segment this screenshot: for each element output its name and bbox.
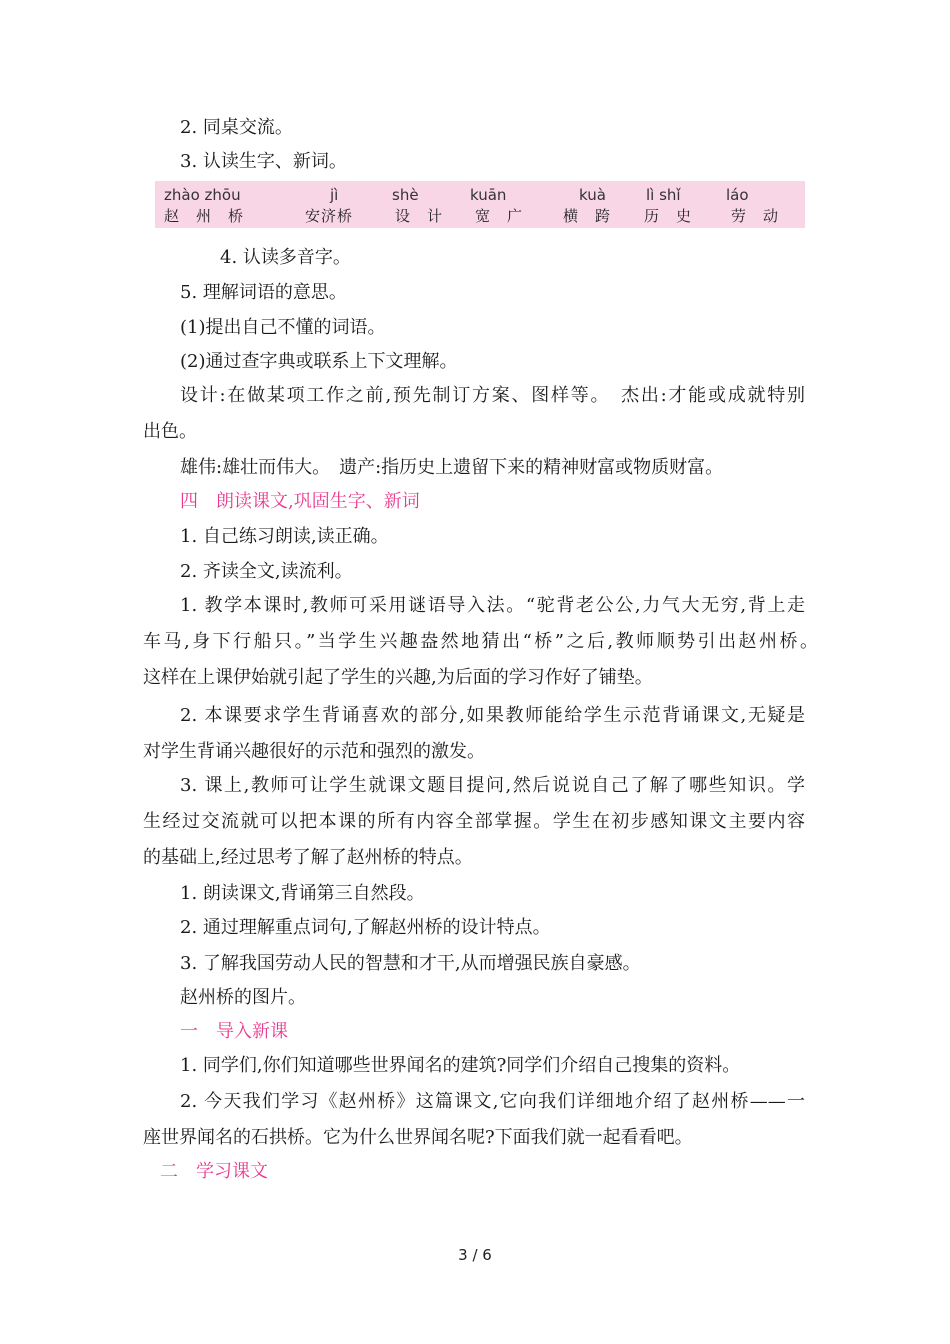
text-line: 2. 齐读全文,读流利。 (180, 561, 353, 582)
page-number: 3 / 6 (458, 1246, 492, 1264)
vocab-word: 安济桥 (305, 207, 354, 225)
pinyin: láo (726, 186, 749, 204)
text-line: 5. 理解词语的意思。 (180, 282, 347, 303)
text-line: 设计:在做某项工作之前,预先制订方案、图样等。 杰出:才能或成就特别 (180, 385, 805, 406)
text-line: 这样在上课伊始就引起了学生的兴趣,为后面的学习作好了铺垫。 (143, 667, 653, 688)
text-line: 1. 自己练习朗读,读正确。 (180, 526, 389, 547)
pinyin: lì shǐ (646, 186, 681, 204)
text-line: 3. 课上,教师可让学生就课文题目提问,然后说说自己了解了哪些知识。学 (180, 775, 805, 796)
text-line: 雄伟:雄壮而伟大。 遗产:指历史上遗留下来的精神财富或物质财富。 (180, 457, 724, 478)
text-line: 1. 同学们,你们知道哪些世界闻名的建筑?同学们介绍自己搜集的资料。 (180, 1055, 741, 1076)
vocab-word: 劳 动 (731, 207, 780, 225)
text-line: 4. 认读多音字。 (220, 247, 351, 268)
text-line: 3. 了解我国劳动人民的智慧和才干,从而增强民族自豪感。 (180, 953, 641, 974)
text-line: 1. 朗读课文,背诵第三自然段。 (180, 883, 425, 904)
text-line: (1)提出自己不懂的词语。 (180, 317, 386, 338)
vocab-word: 设 计 (395, 207, 444, 225)
text-line: 3. 认读生字、新词。 (180, 151, 347, 172)
section-heading: 一 导入新课 (180, 1021, 288, 1042)
text-line: 对学生背诵兴趣很好的示范和强烈的激发。 (143, 741, 485, 762)
text-line: (2)通过查字典或联系上下文理解。 (180, 351, 458, 372)
text-line: 2. 本课要求学生背诵喜欢的部分,如果教师能给学生示范背诵课文,无疑是 (180, 705, 805, 726)
text-line: 生经过交流就可以把本课的所有内容全部掌握。学生在初步感知课文主要内容 (143, 811, 805, 832)
vocabulary-table (155, 181, 805, 228)
pinyin: kuān (470, 186, 507, 204)
text-line: 2. 通过理解重点词句,了解赵州桥的设计特点。 (180, 917, 551, 938)
section-heading: 二 学习课文 (160, 1161, 268, 1182)
pinyin: kuà (579, 186, 606, 204)
text-line: 的基础上,经过思考了解了赵州桥的特点。 (143, 847, 473, 868)
text-line: 2. 今天我们学习《赵州桥》这篇课文,它向我们详细地介绍了赵州桥——一 (180, 1091, 805, 1112)
pinyin: jì (330, 186, 339, 204)
text-line: 2. 同桌交流。 (180, 117, 293, 138)
text-line: 1. 教学本课时,教师可采用谜语导入法。“驼背老公公,力气大无穷,背上走 (180, 595, 805, 616)
section-heading: 四 朗读课文,巩固生字、新词 (180, 491, 420, 512)
text-line: 座世界闻名的石拱桥。它为什么世界闻名呢?下面我们就一起看看吧。 (143, 1127, 693, 1148)
text-line: 赵州桥的图片。 (180, 987, 306, 1008)
pinyin: shè (392, 186, 419, 204)
vocab-word: 横 跨 (563, 207, 612, 225)
text-line: 车马,身下行船只。”当学生兴趣盎然地猜出“桥”之后,教师顺势引出赵州桥。 (143, 631, 818, 652)
pinyin: zhào zhōu (164, 186, 241, 204)
vocab-word: 宽 广 (475, 207, 524, 225)
vocab-word: 赵 州 桥 (164, 207, 245, 225)
vocab-word: 历 史 (644, 207, 693, 225)
text-line: 出色。 (143, 421, 197, 442)
